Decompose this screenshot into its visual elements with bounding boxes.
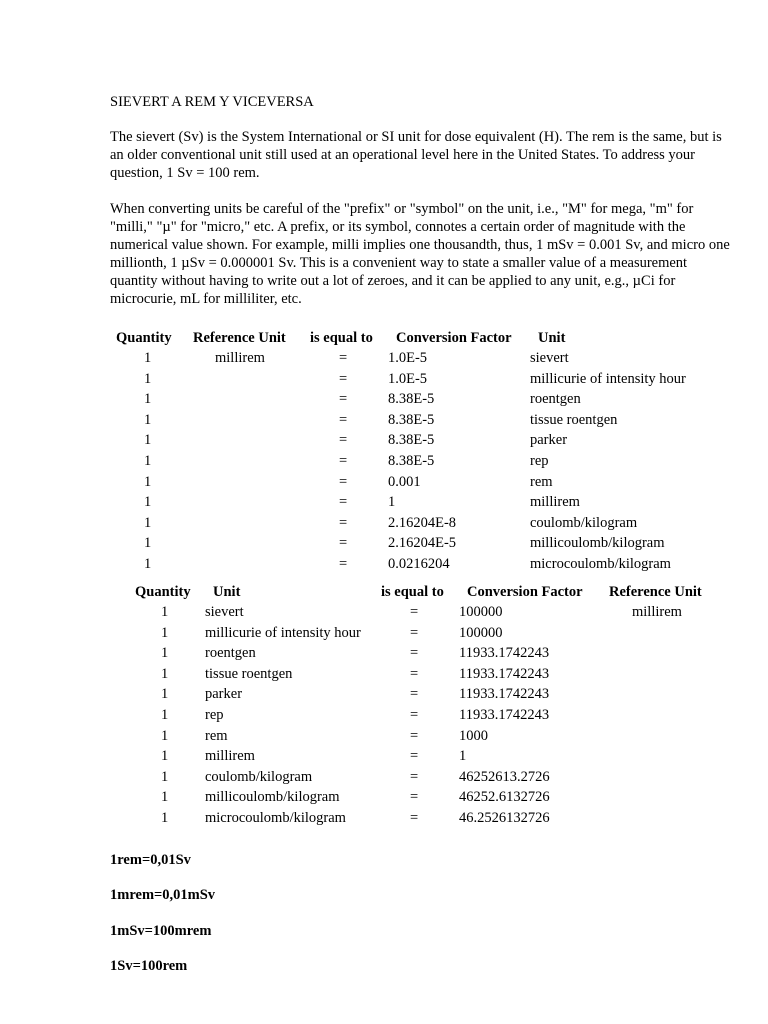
cell-equal: = [410, 789, 419, 806]
cell-equal: = [410, 748, 419, 765]
table-row [0, 452, 768, 472]
cell-unit: roentgen [205, 645, 256, 662]
cell-unit: millicoulomb/kilogram [205, 789, 340, 806]
cell-quantity: 1 [144, 411, 152, 428]
cell-conversion-factor: 0.0216204 [388, 556, 450, 572]
document-title: SIEVERT A REM Y VICEVERSA [110, 94, 314, 110]
cell-unit: millicurie of intensity hour [205, 624, 361, 641]
cell-quantity: 1 [144, 453, 152, 469]
cell-conversion-factor: 0.001 [388, 473, 421, 490]
cell-conversion-factor: 1.0E-5 [388, 350, 428, 366]
cell-quantity: 1 [161, 789, 169, 806]
table-row [0, 493, 768, 513]
cell-conversion-factor: 100000 [459, 604, 503, 620]
cell-equal: = [339, 432, 348, 449]
cell-quantity: 1 [144, 494, 152, 511]
cell-unit: rep [530, 453, 549, 469]
cell-unit: sievert [530, 350, 569, 366]
cell-quantity: 1 [144, 535, 152, 552]
cell-unit: rem [205, 727, 228, 744]
cell-conversion-factor: 2.16204E-5 [388, 535, 457, 552]
table-row [0, 555, 768, 575]
table-row [0, 747, 768, 767]
cell-equal: = [339, 453, 348, 469]
cell-quantity: 1 [161, 727, 169, 744]
header-quantity: Quantity [135, 584, 191, 600]
formula-sv-rem: 1Sv=100rem [110, 958, 188, 974]
table-row [0, 624, 768, 644]
paragraph-text: When converting units be careful of the "prefix" or "symbol" on the unit, i.e., "M" for mega, "m" for "milli," "µ" for "micro," etc. A prefix, or its symbol, connotes a certain order of magnitude with the numerical value shown. For example, milli implies one thousandth, thus, 1 mSv = 0.001 Sv, and micro one millionth, 1 µSv = 0.000001 Sv. This is a convenient way to state a smaller value of a measurement quantity without having to write out a lot of zeroes, and it can be applied to any unit, e.g., µCi for microcurie, mL for milliliter, etc. [110, 201, 730, 307]
cell-unit: parker [205, 686, 243, 703]
cell-conversion-factor: 8.38E-5 [388, 432, 435, 449]
header-reference-unit: Reference Unit [609, 584, 702, 600]
cell-quantity: 1 [144, 432, 152, 449]
cell-unit: rep [205, 707, 224, 723]
cell-equal: = [410, 686, 419, 703]
cell-conversion-factor: 46.2526132726 [459, 810, 550, 826]
cell-conversion-factor: 100000 [459, 624, 503, 641]
table-row [0, 685, 768, 705]
cell-quantity: 1 [144, 350, 152, 366]
table-row [0, 788, 768, 808]
cell-conversion-factor: 11933.1742243 [459, 707, 550, 723]
cell-quantity: 1 [161, 624, 169, 641]
table-row [0, 431, 768, 451]
table-row [0, 390, 768, 410]
cell-equal: = [410, 665, 419, 682]
table-header-row [0, 583, 768, 603]
cell-unit: sievert [205, 604, 244, 620]
cell-quantity: 1 [144, 473, 152, 490]
cell-unit: parker [530, 432, 568, 449]
cell-conversion-factor: 11933.1742243 [459, 645, 550, 662]
header-unit: Unit [538, 330, 566, 346]
cell-quantity: 1 [161, 768, 169, 785]
cell-equal: = [410, 768, 419, 785]
table-row [0, 534, 768, 554]
cell-conversion-factor: 1.0E-5 [388, 370, 428, 387]
cell-quantity: 1 [161, 604, 169, 620]
table-row [0, 644, 768, 664]
cell-equal: = [339, 494, 348, 511]
cell-equal: = [410, 727, 419, 744]
table-row [0, 473, 768, 493]
prefix-paragraph [110, 200, 730, 308]
cell-quantity: 1 [161, 645, 169, 662]
cell-equal: = [410, 624, 419, 641]
header-conversion-factor: Conversion Factor [396, 330, 512, 346]
table-row [0, 727, 768, 747]
cell-equal: = [339, 350, 348, 366]
cell-equal: = [410, 707, 419, 723]
cell-unit: coulomb/kilogram [530, 514, 638, 531]
cell-equal: = [339, 514, 348, 531]
paragraph-text: The sievert (Sv) is the System International or SI unit for dose equivalent (H). The rem is the same, but is an older conventional unit still used at an operational level here in the United States. To address your question, 1 Sv = 100 rem. [110, 129, 722, 181]
intro-paragraph [110, 128, 730, 182]
table-row [0, 603, 768, 623]
cell-conversion-factor: 46252613.2726 [459, 768, 550, 785]
cell-unit: coulomb/kilogram [205, 768, 313, 785]
table-row [0, 411, 768, 431]
cell-unit: microcoulomb/kilogram [530, 556, 671, 572]
header-conversion-factor: Conversion Factor [467, 584, 583, 600]
reference-unit-value: millirem [215, 350, 265, 366]
cell-quantity: 1 [161, 810, 169, 826]
cell-quantity: 1 [144, 514, 152, 531]
reference-unit-value: millirem [632, 604, 682, 620]
table-row [0, 768, 768, 788]
cell-quantity: 1 [161, 665, 169, 682]
table-row [0, 665, 768, 685]
cell-conversion-factor: 1 [459, 748, 467, 765]
cell-unit: tissue roentgen [205, 665, 293, 682]
cell-conversion-factor: 11933.1742243 [459, 686, 550, 703]
cell-unit: rem [530, 473, 553, 490]
cell-unit: millirem [205, 748, 255, 765]
cell-quantity: 1 [144, 370, 152, 387]
formula-mrem-msv: 1mrem=0,01mSv [110, 887, 216, 903]
table-row [0, 809, 768, 829]
cell-quantity: 1 [161, 707, 169, 723]
cell-quantity: 1 [144, 556, 152, 572]
header-reference-unit: Reference Unit [193, 330, 286, 346]
cell-equal: = [410, 810, 419, 826]
formula-msv-mrem: 1mSv=100mrem [110, 923, 212, 939]
table-row [0, 370, 768, 390]
cell-equal: = [339, 391, 348, 408]
cell-unit: roentgen [530, 391, 581, 408]
header-quantity: Quantity [116, 330, 172, 346]
formula-rem-sv: 1rem=0,01Sv [110, 852, 191, 868]
cell-equal: = [339, 411, 348, 428]
cell-unit: microcoulomb/kilogram [205, 810, 346, 826]
table-row [0, 706, 768, 726]
table-row [0, 349, 768, 369]
cell-equal: = [410, 604, 419, 620]
cell-equal: = [339, 370, 348, 387]
cell-equal: = [339, 556, 348, 572]
table-row [0, 514, 768, 534]
cell-conversion-factor: 46252.6132726 [459, 789, 550, 806]
cell-conversion-factor: 11933.1742243 [459, 665, 550, 682]
header-equal: is equal to [310, 330, 373, 346]
cell-conversion-factor: 8.38E-5 [388, 411, 435, 428]
cell-conversion-factor: 2.16204E-8 [388, 514, 457, 531]
cell-conversion-factor: 8.38E-5 [388, 391, 435, 408]
cell-equal: = [339, 535, 348, 552]
header-unit: Unit [213, 584, 241, 600]
cell-conversion-factor: 1000 [459, 727, 488, 744]
cell-equal: = [410, 645, 419, 662]
cell-unit: millicoulomb/kilogram [530, 535, 665, 552]
cell-unit: millirem [530, 494, 580, 511]
cell-unit: tissue roentgen [530, 411, 618, 428]
table-header-row [0, 329, 768, 349]
header-equal: is equal to [381, 584, 444, 600]
cell-quantity: 1 [161, 686, 169, 703]
cell-quantity: 1 [161, 748, 169, 765]
cell-conversion-factor: 1 [388, 494, 396, 511]
cell-unit: millicurie of intensity hour [530, 370, 686, 387]
cell-equal: = [339, 473, 348, 490]
cell-quantity: 1 [144, 391, 152, 408]
cell-conversion-factor: 8.38E-5 [388, 453, 435, 469]
